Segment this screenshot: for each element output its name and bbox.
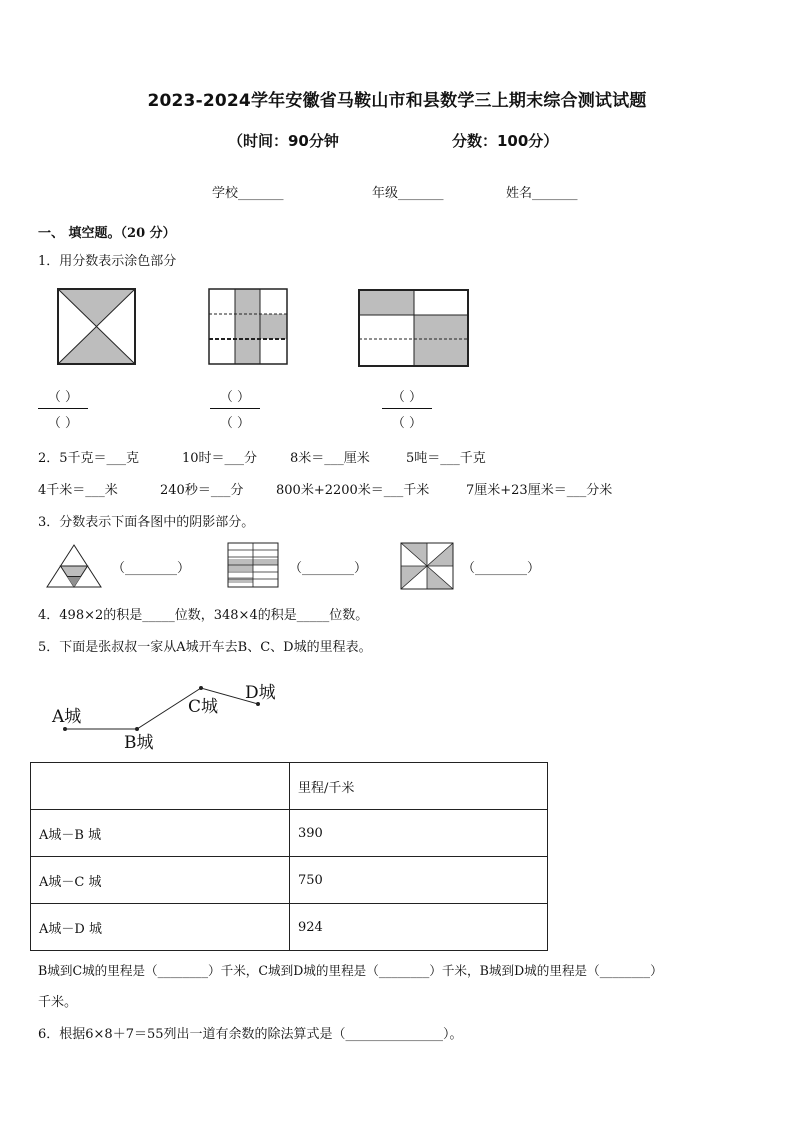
q5-question-line1: B城到C城的里程是（________）千米，C城到D城的里程是（________）千米，B城到D城的里程是（________） <box>38 963 663 978</box>
q2-item: 5吨＝___千克 <box>406 451 486 466</box>
fraction-numerator: （ ） <box>219 390 251 405</box>
q1-figure-2 <box>208 288 288 366</box>
q1-answer-2[interactable] <box>210 386 260 431</box>
fraction-denominator: （ ） <box>391 416 423 431</box>
q2-item: 8米＝___厘米 <box>290 451 370 466</box>
q3-text: 3．分数表示下面各图中的阴影部分。 <box>38 515 255 530</box>
table-header-cell <box>31 763 290 810</box>
grade-field: 年级_______ <box>372 186 444 201</box>
q2-item: 240秒＝___分 <box>160 483 244 498</box>
fraction-denominator: （ ） <box>219 416 251 431</box>
fraction-numerator: （ ） <box>391 390 423 405</box>
city-label-b: B城 <box>124 733 154 753</box>
score-label: 分数：100分） <box>452 132 559 150</box>
city-label-d: D城 <box>245 683 276 703</box>
city-label-a: A城 <box>52 707 82 727</box>
q3-blank-1[interactable]: （________） <box>112 561 191 576</box>
name-field: 姓名_______ <box>506 186 578 201</box>
q1-text: 1．用分数表示涂色部分 <box>38 254 177 269</box>
q3-blank-2[interactable]: （________） <box>289 561 368 576</box>
mileage-table <box>30 762 548 951</box>
table-cell-distance: 750 <box>290 857 548 904</box>
q5-question-line2: 千米。 <box>38 995 78 1010</box>
q5-text: 5．下面是张叔叔一家从A城开车去B、C、D城的里程表。 <box>38 640 372 655</box>
fraction-numerator: （ ） <box>47 390 79 405</box>
fraction-denominator: （ ） <box>47 416 79 431</box>
q2-item: 7厘米+23厘米＝___分米 <box>466 483 613 498</box>
page-title: 2023-2024学年安徽省马鞍山市和县数学三上期末综合测试试题 <box>147 91 647 111</box>
time-label: （时间：90分钟 <box>228 132 339 150</box>
q2-item: 10时＝___分 <box>182 451 258 466</box>
table-cell-route: A城－C 城 <box>31 857 290 904</box>
q1-answer-1[interactable] <box>38 386 88 431</box>
q6-text: 6．根据6×8＋7＝55列出一道有余数的除法算式是（_______________）。 <box>38 1027 463 1042</box>
table-cell-route: A城－B 城 <box>31 810 290 857</box>
q3-triangle-figure <box>46 544 102 588</box>
table-row <box>31 904 548 951</box>
q1-figure-1 <box>57 288 137 366</box>
table-cell-route: A城－D 城 <box>31 904 290 951</box>
table-row <box>31 857 548 904</box>
q3-blank-3[interactable]: （________） <box>462 561 541 576</box>
table-header-cell: 里程/千米 <box>290 763 548 810</box>
route-map <box>40 676 300 756</box>
q1-figure-3 <box>358 289 470 367</box>
city-label-c: C城 <box>188 697 219 717</box>
q1-answer-3[interactable] <box>382 386 432 431</box>
table-cell-distance: 924 <box>290 904 548 951</box>
table-row <box>31 810 548 857</box>
q2-item: 4千米＝___米 <box>38 483 118 498</box>
section-heading: 一、 填空题。（20 分） <box>38 226 176 241</box>
q4-text: 4．498×2的积是_____位数，348×4的积是_____位数。 <box>38 608 369 623</box>
q2-item: 2．5千克＝___克 <box>38 451 140 466</box>
table-header-row <box>31 763 548 810</box>
school-field: 学校_______ <box>212 186 284 201</box>
q3-square-figure <box>400 542 454 590</box>
q3-grid-figure <box>227 542 279 588</box>
table-cell-distance: 390 <box>290 810 548 857</box>
q2-item: 800米+2200米＝___千米 <box>276 483 430 498</box>
